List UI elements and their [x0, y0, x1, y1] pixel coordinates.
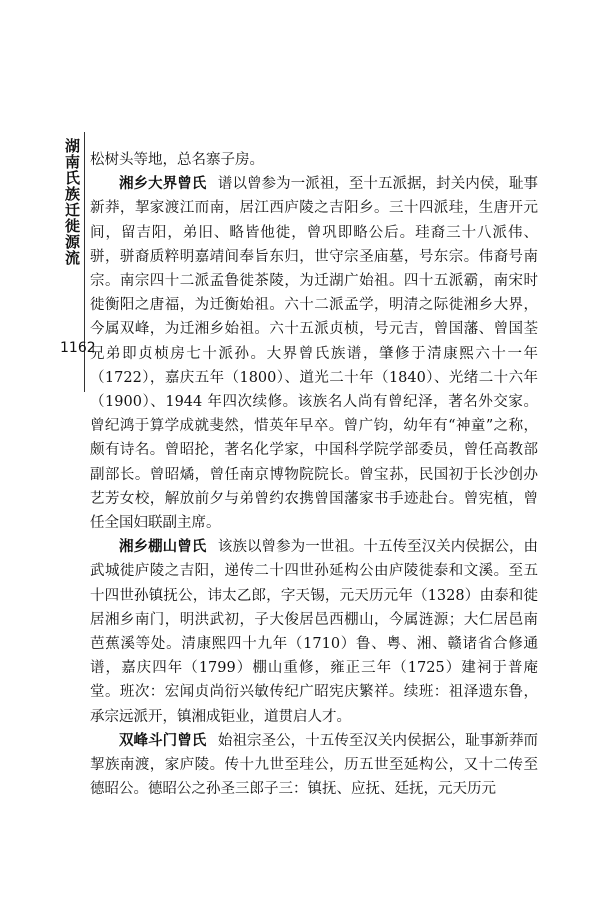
paragraph-body: 该族以曾参为一世祖。十五传至汉关内侯据公，由武城徙庐陵之吉阳，递传二十四世孙延构公由庐陵徙泰和文溪。至五十四世孙镇抚公，讳太乙郎，字天锡，元天历元年（1328）由泰和徙居湘乡南门，明洪武初，子大俊居邑西棚山，今属涟源；大仁居邑南芭蕉溪等处。清康熙四十九年（1710）鲁、粤、湘、赣诸省合修通谱，嘉庆四年（1799）棚山重修，雍正三年（1725）建祠于普庵堂。班次：宏闻贞尚衍兴敏传纪广昭宪庆繁祥。续班：祖泽遗东鲁，承宗远派开，镇湘成钜业，道贯启人才。 [90, 539, 538, 725]
paragraph-continuation: 松树头等地，总名寨子房。 [90, 152, 264, 168]
paragraph-body: 谱以曾参为一派祖，至十五派据，封关内侯，耻事新莽，挈家渡江而南，居江西庐陵之吉阳乡。三十四派珪，生唐开元间，留吉阳，弟旧、略皆他徙，曾巩即略公后。珪裔三十八派伟、骈，骈裔质粹明嘉靖间奉旨东归，世守宗圣庙墓，号东宗。伟裔号南宗。南宗四十二派孟鲁徙茶陵，为迁湖广始祖。四十五派霸，南宋时徙衡阳之唐福，为迁衡始祖。六十二派孟学，明清之际徙湘乡大界，今属双峰，为迁湘乡始祖。六十五派贞桢，号元吉，曾国藩、曾国荃兄弟即贞桢房七十派孙。大界曾氏族谱，肇修于清康熙六十一年（1722），嘉庆五年（1800）、道光二十年（1840）、光绪二十六年（1900）、1944 年四次续修。该族名人尚有曾纪泽，著名外交家。曾纪鸿于算学成就斐然，惜英年早卒。曾广钧，幼年有“神童”之称，颇有诗名。曾昭抡，著名化学家，中国科学院学部委员，曾任高教部副部长。曾昭燏，曾任南京博物院院长。曾宝荪，民国初于长沙创办艺芳女校，解放前夕与弟曾约农携曾国藩家书手迹赴台。曾宪植，曾任全国妇联副主席。 [90, 176, 538, 532]
page-number: 1162 [60, 340, 96, 356]
paragraph-pengshan-zeng [90, 535, 538, 729]
paragraph-doumen-zeng [90, 729, 538, 802]
section-heading: 湘乡大界曾氏 [119, 175, 207, 193]
section-heading: 湘乡棚山曾氏 [119, 538, 207, 556]
paragraph-daji-zeng [90, 172, 538, 535]
main-text [90, 148, 538, 801]
section-heading: 双峰斗门曾氏 [119, 731, 207, 749]
running-title: 湖南氏族迁徙源流 [63, 138, 81, 266]
paragraph-body: 始祖宗圣公，十五传至汉关内侯据公，耻事新莽而挈族南渡，家庐陵。传十九世至珪公，历五世至延构公，又十二传至德昭公。德昭公之孙圣三郎子三：镇抚、应抚、廷抚，元天历元 [90, 732, 538, 798]
